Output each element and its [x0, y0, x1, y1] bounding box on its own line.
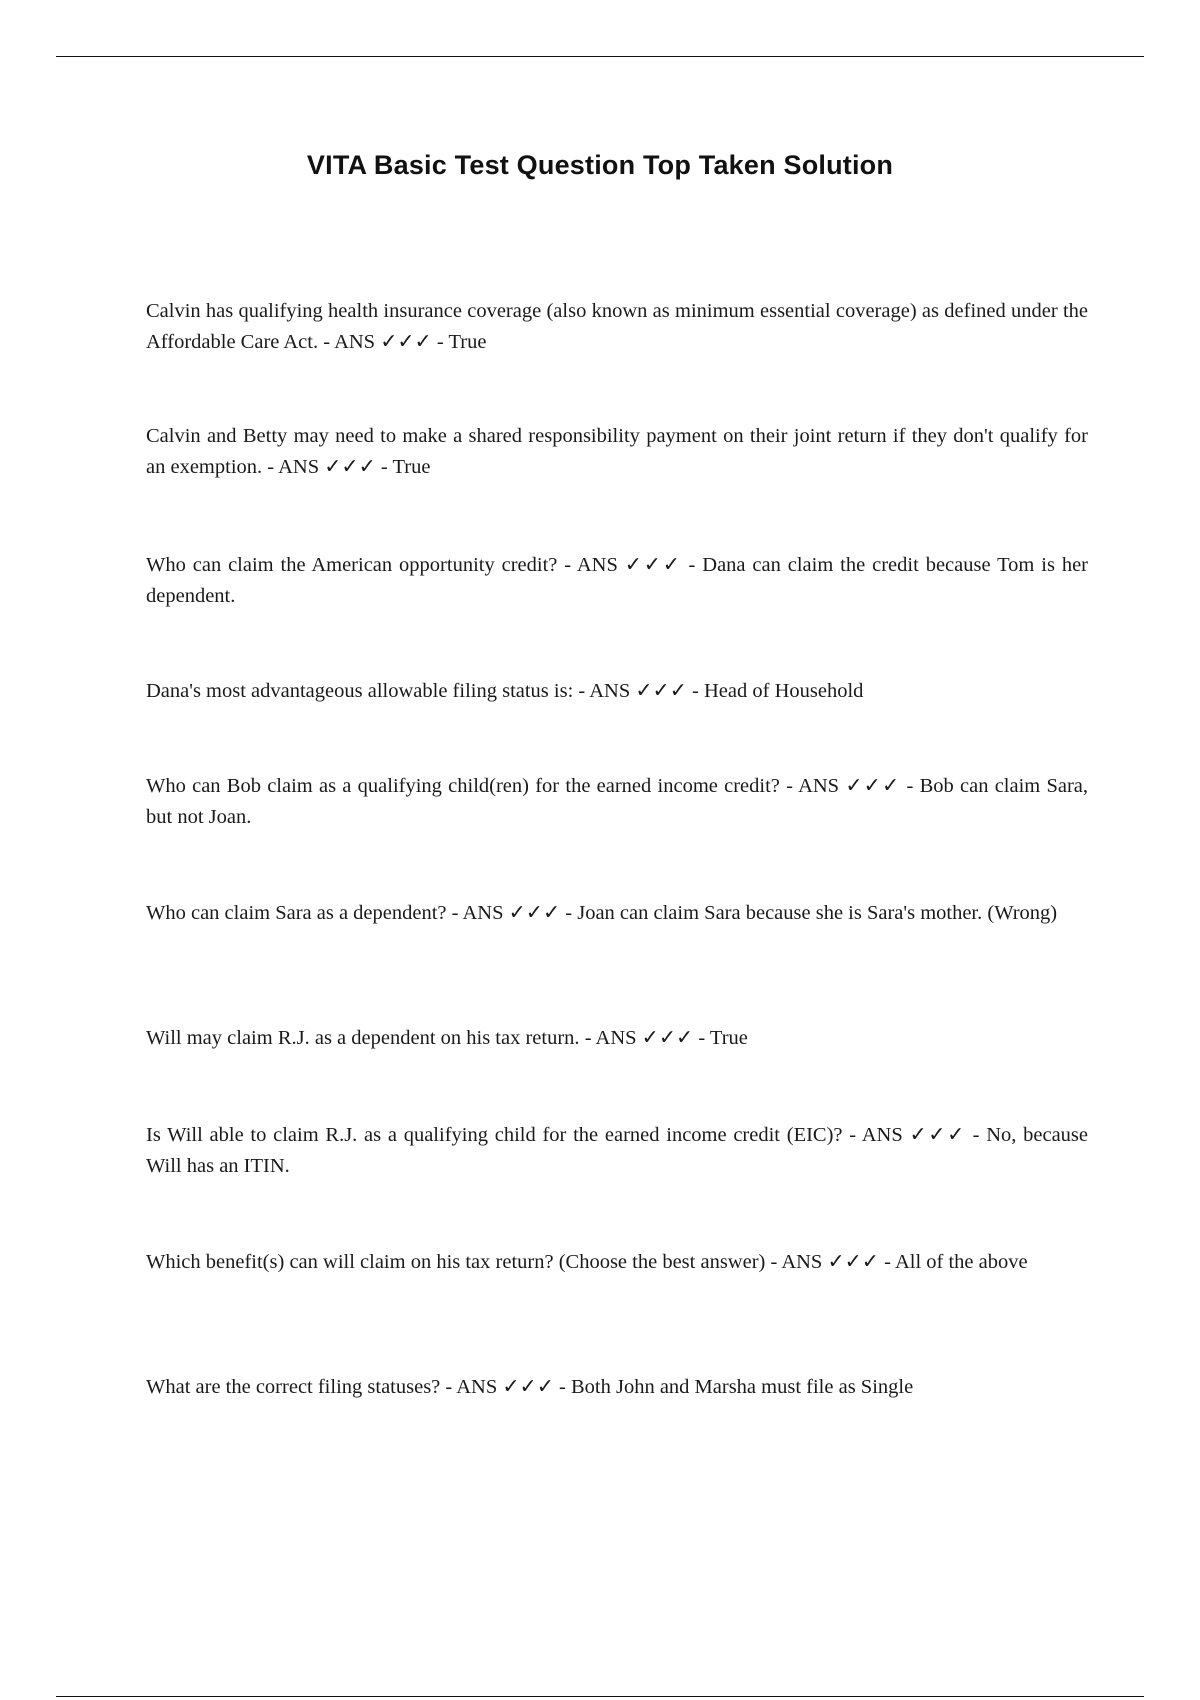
- separator: -: [686, 680, 704, 702]
- separator: -: [779, 775, 799, 797]
- separator: -: [560, 902, 578, 924]
- separator: -: [900, 775, 920, 797]
- question-text: Will may claim R.J. as a dependent on his tax return.: [146, 1027, 580, 1049]
- separator: -: [579, 1027, 596, 1049]
- ans-label: ANS: [576, 554, 618, 576]
- separator: -: [262, 456, 279, 478]
- answer-text: Dana can claim the credit because Tom is her dependent.: [146, 554, 1089, 607]
- check-marks-icon: ✓✓✓: [641, 1027, 694, 1049]
- separator: -: [375, 456, 393, 478]
- ans-label: ANS: [334, 331, 376, 353]
- answer-text: No, because Will has an ITIN.: [146, 1124, 1089, 1177]
- answer-text: Bob can claim Sara, but not Joan.: [146, 775, 1089, 828]
- separator: -: [878, 1251, 895, 1273]
- ans-label: ANS: [462, 902, 504, 924]
- ans-label: ANS: [589, 680, 631, 702]
- question-text: Dana's most advantageous allowable filing status is:: [146, 680, 574, 702]
- ans-label: ANS: [456, 1376, 498, 1398]
- check-marks-icon: ✓✓✓: [909, 1124, 966, 1146]
- answer-text: All of the above: [894, 1251, 1028, 1273]
- qa-item: [146, 421, 1088, 483]
- check-marks-icon: ✓✓✓: [635, 680, 687, 702]
- question-text: Who can claim Sara as a dependent?: [146, 902, 447, 924]
- separator: -: [681, 554, 703, 576]
- separator: -: [440, 1376, 457, 1398]
- question-text: What are the correct filing statuses?: [146, 1376, 441, 1398]
- ans-label: ANS: [595, 1027, 637, 1049]
- qa-item: [146, 1247, 1088, 1278]
- answer-text: Head of Household: [703, 680, 864, 702]
- separator: -: [446, 902, 463, 924]
- qa-item: [146, 1372, 1088, 1403]
- ans-label: ANS: [781, 1251, 823, 1273]
- separator: -: [965, 1124, 987, 1146]
- separator: -: [842, 1124, 862, 1146]
- check-marks-icon: ✓✓✓: [502, 1376, 554, 1398]
- ans-label: ANS: [278, 456, 320, 478]
- ans-label: ANS: [798, 775, 840, 797]
- separator: -: [557, 554, 577, 576]
- top-rule: [56, 56, 1144, 57]
- answer-text: Joan can claim Sara because she is Sara's mother. (Wrong): [577, 902, 1058, 924]
- answer-text: Both John and Marsha must file as Single: [570, 1376, 914, 1398]
- question-text: Who can claim the American opportunity credit?: [146, 554, 558, 576]
- question-text: Who can Bob claim as a qualifying child(ren) for the earned income credit?: [146, 775, 780, 797]
- separator: -: [693, 1027, 710, 1049]
- qa-item: [146, 550, 1088, 612]
- answer-text: True: [709, 1027, 748, 1049]
- check-marks-icon: ✓✓✓: [845, 775, 901, 797]
- qa-item: [146, 898, 1088, 929]
- bottom-rule: [56, 1696, 1144, 1697]
- question-text: Calvin has qualifying health insurance coverage (also known as minimum essential coverage) as defined under the Affordable Care Act.: [146, 300, 1088, 353]
- qa-item: [146, 1023, 1088, 1054]
- qa-item: [146, 1120, 1088, 1182]
- qa-item: [146, 676, 1088, 707]
- check-marks-icon: ✓✓✓: [324, 456, 376, 478]
- question-text: Which benefit(s) can will claim on his tax return? (Choose the best answer): [146, 1251, 766, 1273]
- separator: -: [765, 1251, 782, 1273]
- separator: -: [553, 1376, 571, 1398]
- ans-label: ANS: [861, 1124, 903, 1146]
- document-title: VITA Basic Test Question Top Taken Solution: [306, 150, 894, 180]
- check-marks-icon: ✓✓✓: [508, 902, 561, 924]
- check-marks-icon: ✓✓✓: [380, 331, 432, 353]
- answer-text: True: [448, 331, 487, 353]
- answer-text: True: [392, 456, 431, 478]
- qa-item: [146, 296, 1088, 358]
- separator: -: [573, 680, 590, 702]
- separator: -: [431, 331, 449, 353]
- question-text: Calvin and Betty may need to make a shared responsibility payment on their joint return if they don't qualify for an exemption.: [146, 425, 1088, 478]
- question-text: Is Will able to claim R.J. as a qualifying child for the earned income credit (EIC)?: [146, 1124, 843, 1146]
- separator: -: [318, 331, 335, 353]
- check-marks-icon: ✓✓✓: [624, 554, 682, 576]
- check-marks-icon: ✓✓✓: [827, 1251, 879, 1273]
- qa-item: [146, 771, 1088, 833]
